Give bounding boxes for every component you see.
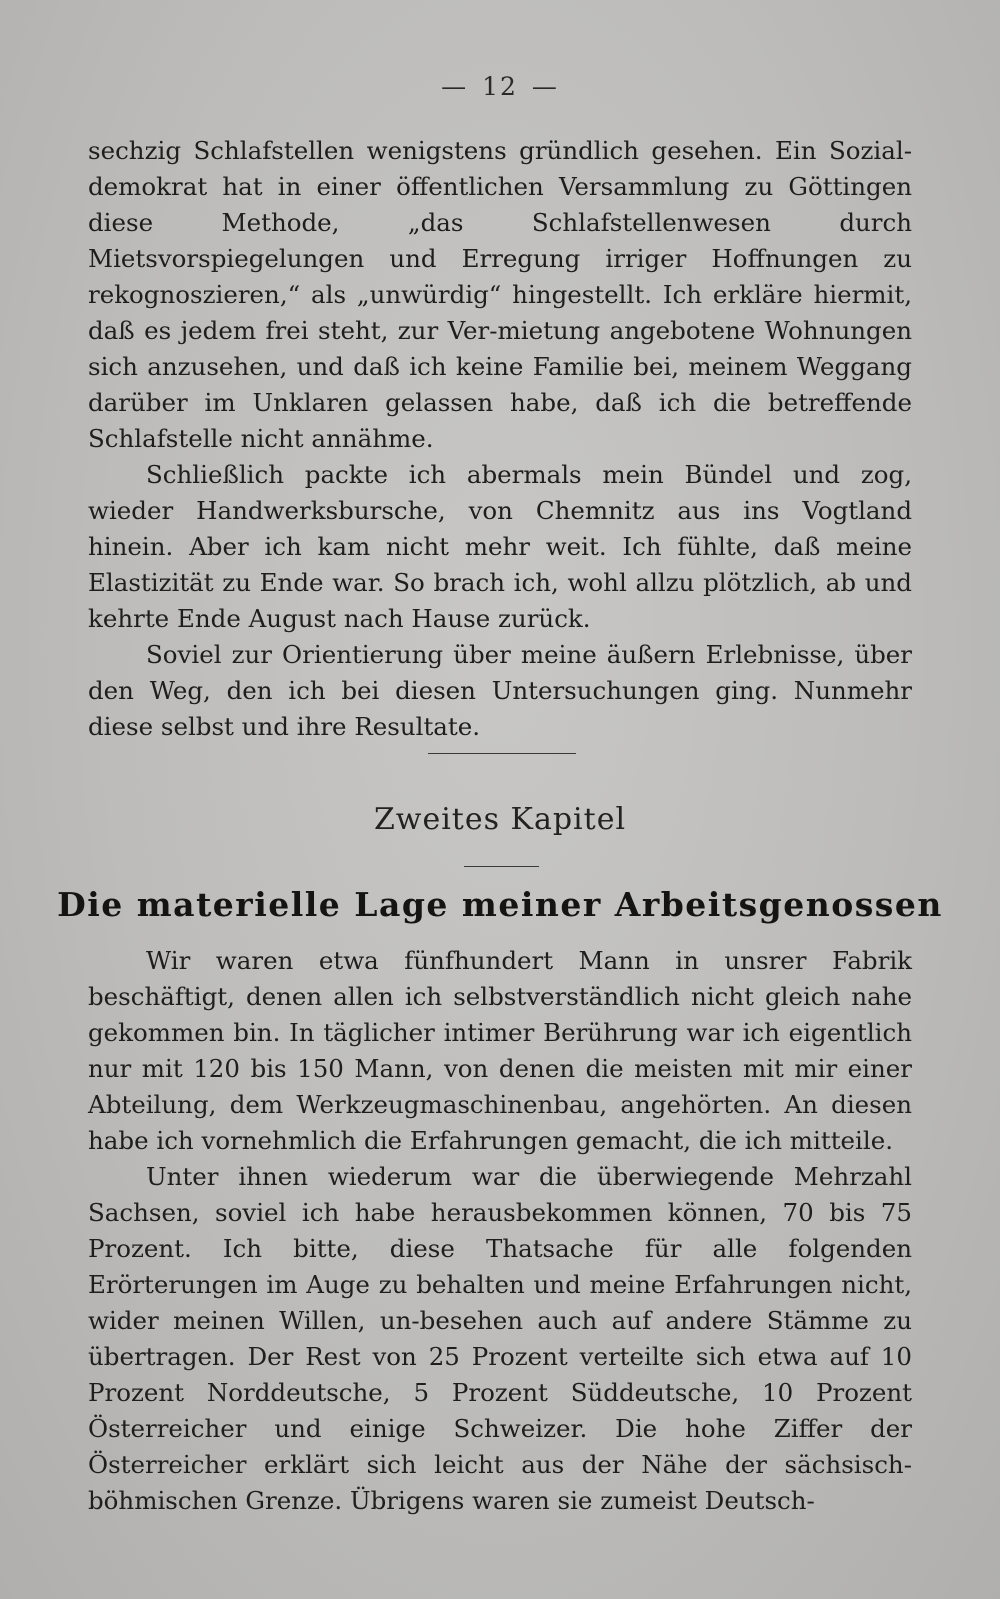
- chapter-label: Zweites Kapitel: [373, 802, 627, 837]
- header-dash-left: —: [441, 72, 469, 101]
- paragraph-continued: sechzig Schlafstellen wenigstens gründlich gesehen. Ein Sozial-demokrat hat in einer öffentlichen Versammlung zu Göttingen diese Methode, „das Schlafstellenwesen durch Mietsvorspiegelungen und Erregung irriger Hoffnungen zu rekognoszieren,“ als „unwürdig“ hingestellt. Ich erkläre hiermit, daß es jedem frei steht, zur Ver-mietung angebotene Wohnungen sich anzusehen, und daß ich keine Familie bei, meinem Weggang darüber im Unklaren gelassen habe, daß ich die betreffende Schlafstelle nicht annähme.: [88, 136, 912, 453]
- page-number-header: [0, 72, 1000, 101]
- page-number: 12: [482, 72, 518, 101]
- header-dash-right: —: [531, 72, 559, 101]
- chapter-divider: [464, 866, 539, 867]
- chapter-body-text: [88, 943, 912, 1519]
- paragraph: Soviel zur Orientierung über meine äußern Erlebnisse, über den Weg, den ich bei diesen Untersuchungen ging. Nunmehr diese selbst und ihre Resultate.: [88, 640, 912, 741]
- paragraph: Unter ihnen wiederum war die überwiegende Mehrzahl Sachsen, soviel ich habe herausbekommen können, 70 bis 75 Prozent. Ich bitte, diese Thatsache für alle folgenden Erörterungen im Auge zu behalten und meine Erfahrungen nicht, wider meinen Willen, un-besehen auch auf andere Stämme zu übertragen. Der Rest von 25 Prozent verteilte sich etwa auf 10 Prozent Norddeutsche, 5 Prozent Süddeutsche, 10 Prozent Österreicher und einige Schweizer. Die hohe Ziffer der Österreicher erklärt sich leicht aus der Nähe der sächsisch-böhmischen Grenze. Übrigens waren sie zumeist Deutsch-: [88, 1162, 912, 1515]
- previous-section-text: [88, 133, 912, 745]
- section-divider: [428, 753, 576, 754]
- chapter-title: Die materielle Lage meiner Arbeitsgenossen: [57, 885, 943, 924]
- paragraph: Wir waren etwa fünfhundert Mann in unsrer Fabrik beschäftigt, denen allen ich selbstverständlich nicht gleich nahe gekommen bin. In täglicher intimer Berührung war ich eigentlich nur mit 120 bis 150 Mann, von denen die meisten mit mir einer Abteilung, dem Werkzeugmaschinenbau, angehörten. An diesen habe ich vornehmlich die Erfahrungen gemacht, die ich mitteile.: [88, 946, 912, 1155]
- paragraph: Schließlich packte ich abermals mein Bündel und zog, wieder Handwerksbursche, von Chemnitz aus ins Vogtland hinein. Aber ich kam nicht mehr weit. Ich fühlte, daß meine Elastizität zu Ende war. So brach ich, wohl allzu plötzlich, ab und kehrte Ende August nach Hause zurück.: [88, 460, 912, 633]
